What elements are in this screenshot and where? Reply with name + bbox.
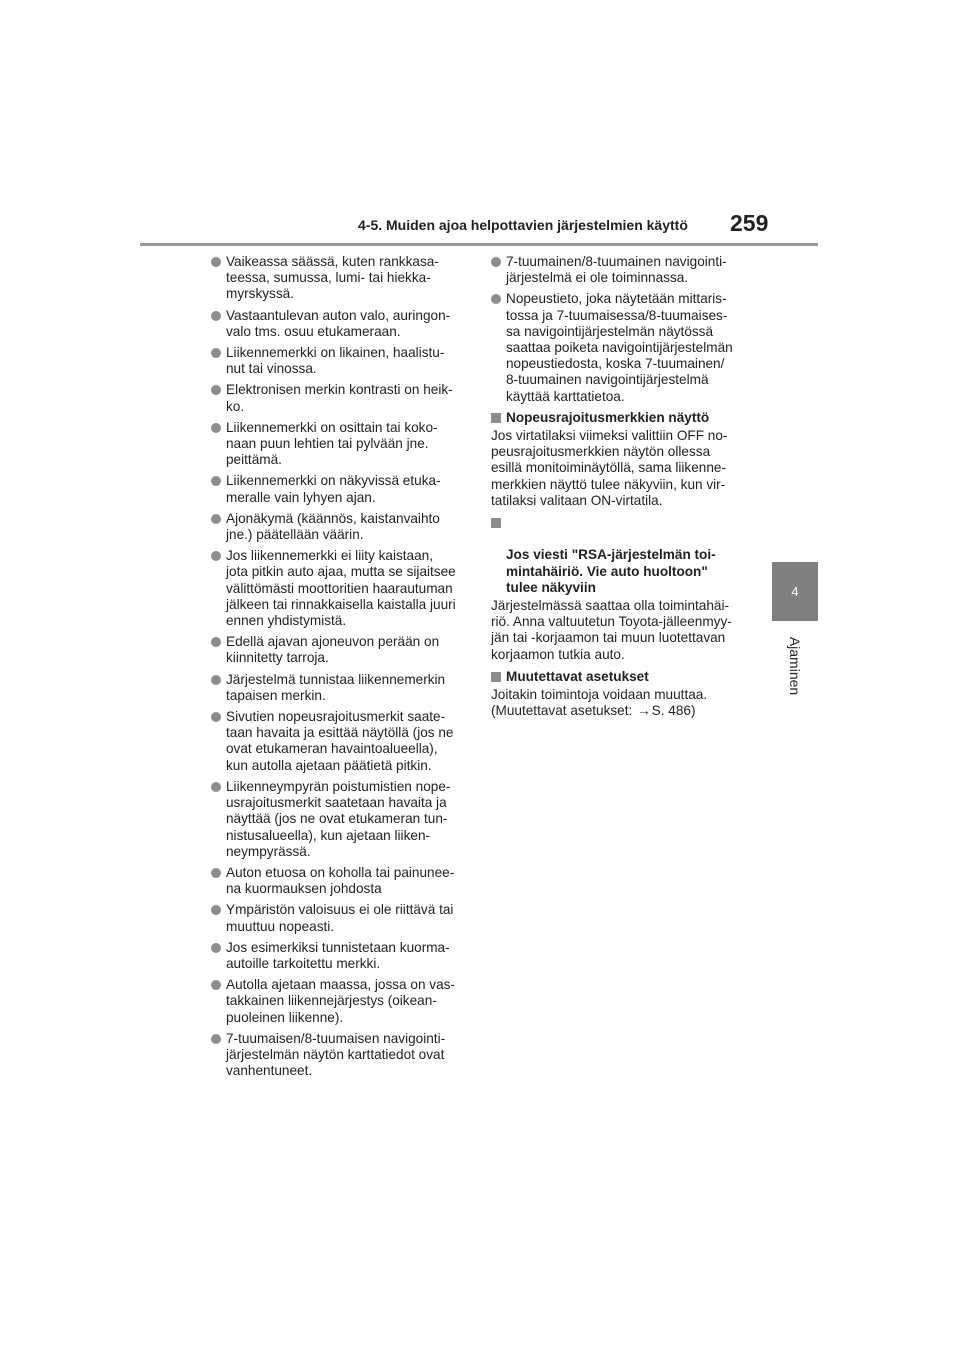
list-item-text: 7-tuumainen/8-tuumainen navigointi- järjestelmä ei ole toiminnassa. — [506, 254, 727, 286]
list-item — [211, 548, 471, 629]
left-column — [211, 254, 471, 1084]
list-item-text: Auton etuosa on koholla tai painunee- na kuormauksen johdosta — [226, 864, 455, 897]
list-item — [211, 865, 471, 897]
bullet-dot-icon — [211, 782, 221, 792]
bullet-dot-icon — [211, 637, 221, 647]
list-item-text: Edellä ajavan ajoneuvon perään on kiinnitetty tarroja. — [226, 634, 440, 666]
bullet-dot-icon — [491, 294, 501, 304]
list-item-text: Liikennemerkki on likainen, haalistu- nut tai vinossa. — [226, 345, 445, 377]
list-item — [211, 473, 471, 505]
square-bullet-icon — [491, 413, 501, 423]
list-item-text: Ympäristön valoisuus ei ole riittävä tai muuttuu nopeasti. — [226, 902, 454, 934]
bullet-dot-icon — [211, 385, 221, 395]
list-item — [211, 511, 471, 543]
bullet-dot-icon — [211, 514, 221, 524]
list-item-text: Jos liikennemerkki ei liity kaistaan, jota pitkin auto ajaa, mutta se sijaitsee välittömästi moottoritien haarautuman jälkeen tai rinnakkaisella kaistalla juuri ennen yhdistymistä. — [226, 548, 456, 629]
list-item — [211, 940, 471, 972]
section-heading-speed-sign-display: Nopeusrajoitusmerkkien näyttö — [491, 410, 761, 426]
bullet-dot-icon — [211, 348, 221, 358]
list-item — [211, 1031, 471, 1080]
bullet-dot-icon — [211, 257, 221, 267]
list-item-text: Nopeustieto, joka näytetään mittaris- tossa ja 7-tuumaisessa/8-tuumaises- sa navigointijärjestelmän näytössä saattaa poiketa navigointijärjestelmän nopeustiedosta, koska 7-tuumainen/ 8-tuumainen navigointijärjestelmä käyttää karttatietoa. — [506, 291, 733, 404]
list-item — [211, 634, 471, 666]
list-item-text: Liikenneympyrän poistumistien nope- usrajoitusmerkit saatetaan havaita ja näyttää (jos ne ovat etukameran tun- nistusalueella), kun ajetaan liiken- neympyrässä. — [226, 778, 451, 859]
bullet-dot-icon — [491, 257, 501, 267]
bullet-dot-icon — [211, 712, 221, 722]
bullet-dot-icon — [211, 905, 221, 915]
section-text: Jos virtatilaksi viimeksi valittiin OFF no- peusrajoitusmerkkien näytön ollessa esillä monitoiminäytöllä, sama liikenne- merkkien näyttö tulee näkyviin, kun vir- tatilaksi valitaan ON-virtatila. — [491, 428, 728, 508]
bullet-dot-icon — [211, 476, 221, 486]
list-item — [211, 254, 471, 303]
chapter-number: 4 — [791, 584, 799, 599]
list-item-text: 7-tuumaisen/8-tuumaisen navigointi- järjestelmän näytön karttatiedot ovat vanhentuneet. — [226, 1030, 446, 1079]
list-item — [211, 779, 471, 860]
bullet-dot-icon — [211, 980, 221, 990]
list-item-text: Vastaantulevan auton valo, auringon- valo tms. osuu etukameraan. — [226, 307, 451, 339]
list-item — [211, 977, 471, 1026]
bullet-dot-icon — [211, 551, 221, 561]
page-number: 259 — [730, 210, 769, 236]
bullet-dot-icon — [211, 311, 221, 321]
list-item-text: Ajonäkymä (käännös, kaistanvaihto jne.) päätellään väärin. — [226, 510, 440, 543]
list-item-text: Sivutien nopeusrajoitusmerkit saate- taan havaita ja esittää näytöllä (jos ne ovat etukameran havaintoalueella), kun autolla ajetaan päätietä pitkin. — [226, 709, 454, 773]
header-divider — [140, 243, 818, 246]
bullet-dot-icon — [211, 1034, 221, 1044]
list-item — [211, 345, 471, 377]
bullet-dot-icon — [211, 943, 221, 953]
bullet-dot-icon — [211, 868, 221, 878]
section-heading-rsa-malfunction: Jos viesti "RSA-järjestelmän toi- mintahäiriö. Vie auto huoltoon" tulee näkyviin — [491, 515, 761, 596]
right-column — [491, 254, 761, 725]
list-item — [211, 902, 471, 934]
list-item — [491, 291, 761, 404]
list-item-text: Jos esimerkiksi tunnistetaan kuorma- autoille tarkoitettu merkki. — [226, 939, 450, 971]
list-item — [211, 308, 471, 340]
chapter-name: Ajaminen — [787, 636, 803, 696]
square-bullet-icon — [491, 518, 501, 528]
arrow-right-icon: → — [637, 703, 651, 719]
square-bullet-icon — [491, 672, 501, 682]
list-item — [211, 382, 471, 414]
section-heading-customizable-settings: Muutettavat asetukset — [491, 669, 761, 685]
list-item — [491, 254, 761, 286]
list-item-text: Autolla ajetaan maassa, jossa on vas- takkainen liikennejärjestys (oikean- puoleinen liikenne). — [226, 977, 455, 1025]
list-item — [211, 672, 471, 704]
bullet-dot-icon — [211, 675, 221, 685]
list-item-text: Järjestelmä tunnistaa liikennemerkin tapaisen merkin. — [226, 671, 446, 703]
chapter-tab[interactable] — [772, 562, 818, 621]
list-item — [211, 709, 471, 774]
bullet-dot-icon — [211, 423, 221, 433]
section-title: 4-5. Muiden ajoa helpottavien järjestelmien käyttö — [358, 217, 688, 233]
list-item-text: Liikennemerkki on näkyvissä etuka- meralle vain lyhyen ajan. — [226, 473, 441, 505]
list-item-text: Liikennemerkki on osittain tai koko- naan puun lehtien tai pylvään jne. peittämä. — [226, 419, 438, 468]
list-item — [211, 420, 471, 469]
list-item-text: Vaikeassa säässä, kuten rankkasa- teessa, sumussa, lumi- tai hiekka- myrskyssä. — [226, 254, 439, 302]
list-item-text: Elektronisen merkin kontrasti on heik- ko. — [226, 382, 453, 414]
section-text: Järjestelmässä saattaa olla toimintahäi- riö. Anna valtuutetun Toyota-jälleenmyy- jän tai -korjaamon tai muun luotettavan korjaamon tutkia auto. — [491, 598, 732, 662]
page-reference-link[interactable]: S. 486) — [651, 703, 696, 719]
section-text: Joitakin toimintoja voidaan muuttaa. (Muutettavat asetukset: →S. 486) — [491, 687, 708, 719]
